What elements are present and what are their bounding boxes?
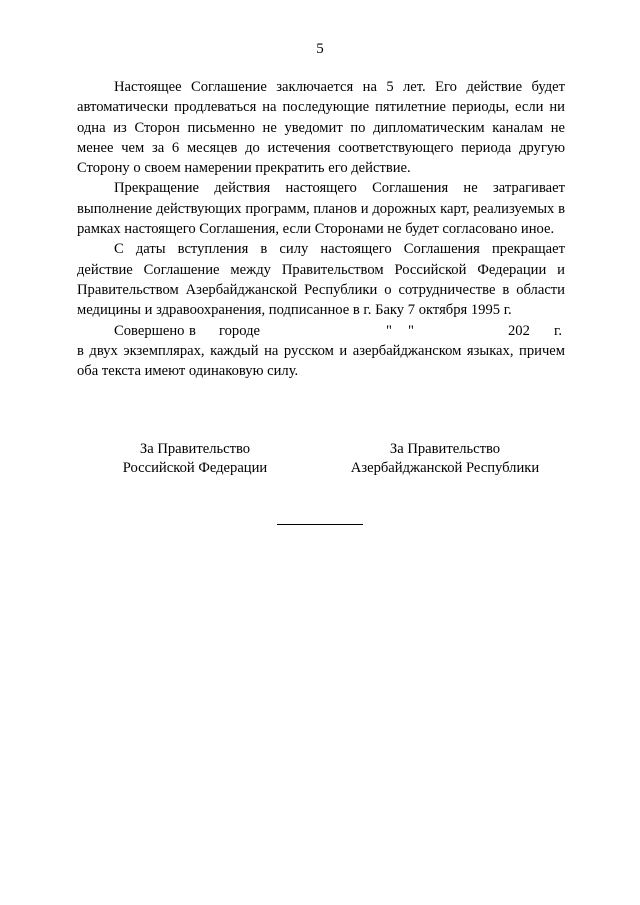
signature-russia xyxy=(95,440,295,478)
page-number: 5 xyxy=(316,41,324,57)
signing-year: 202 xyxy=(508,322,530,339)
document-body xyxy=(77,77,565,381)
signature-azerbaijan xyxy=(330,440,560,478)
date-quote-open: " xyxy=(386,322,392,339)
date-quote-close: " xyxy=(408,322,414,339)
paragraph-prior-agreement: С даты вступления в силу настоящего Соглашения прекращает действие Соглашение между Правительством Российской Федерации и Правительством Азербайджанской Республики о сотрудничестве в области медицины и здравоохранения, подписанное в г. Баку 7 октября 1995 г. xyxy=(77,241,565,319)
paragraph-copies: в двух экземплярах, каждый на русском и азербайджанском языках, причем оба текста имеют одинаковую силу. xyxy=(77,342,565,380)
paragraph-termination: Прекращение действия настоящего Соглашения не затрагивает выполнение действующих программ, планов и дорожных карт, реализуемых в рамках настоящего Соглашения, если Сторонами не будет согласовано иное. xyxy=(77,180,565,238)
signature-azerbaijan-line2: Азербайджанской Республики xyxy=(350,460,540,476)
paragraph-term: Настоящее Соглашение заключается на 5 лет. Его действие будет автоматически продлеваться на последующие пятилетние периоды, если ни одна из Сторон письменно не уведомит по дипломатическим каналам не менее чем за 6 месяцев до истечения соответствующего периода другую Сторону о своем намерении прекратить его действие. xyxy=(77,79,565,177)
signature-russia-line2: Российской Федерации xyxy=(122,460,268,476)
signing-word-done: Совершено xyxy=(114,322,185,339)
signing-word-city: городе xyxy=(219,322,260,339)
signature-azerbaijan-line1: За Правительство xyxy=(389,441,501,457)
signing-place-line xyxy=(77,321,565,341)
signing-year-suffix: г. xyxy=(554,322,562,339)
end-divider xyxy=(277,524,363,525)
signature-russia-line1: За Правительство xyxy=(139,441,251,457)
signing-word-in: в xyxy=(189,322,196,339)
